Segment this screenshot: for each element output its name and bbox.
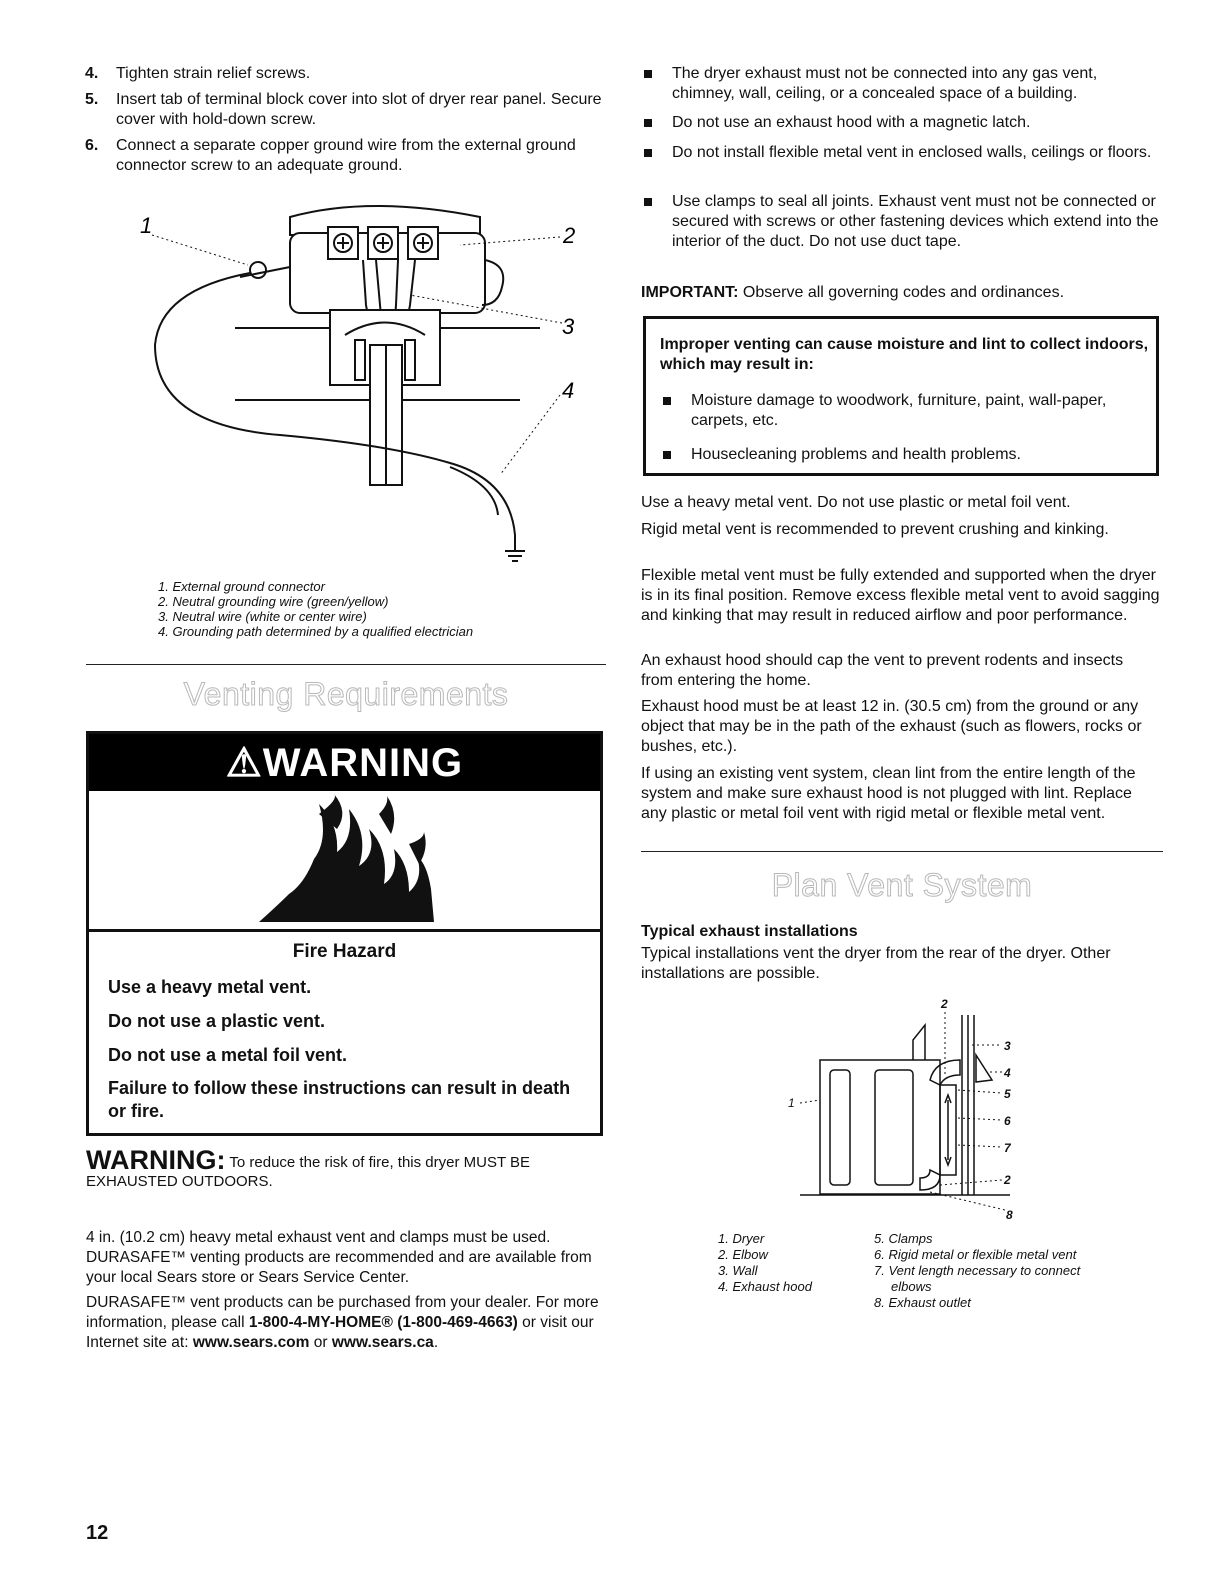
vent-p2-mid: or visit our Internet site at: xyxy=(86,1314,594,1351)
important-note xyxy=(641,283,1161,303)
typical-text: Typical installations vent the dryer from the rear of the dryer. Other installations are possible. xyxy=(641,945,1111,982)
install-callout-8: 8 xyxy=(1006,1208,1013,1222)
wiring-callout-3: 3 xyxy=(562,314,575,339)
warning-separator xyxy=(89,929,600,932)
improper-venting-text: Moisture damage to woodwork, furniture, paint, wall-paper, carpets, etc. xyxy=(691,392,1107,429)
warning-header xyxy=(89,734,600,791)
warning-note-label: WARNING: xyxy=(86,1145,226,1175)
section-divider xyxy=(86,664,606,665)
warning-note xyxy=(86,1145,606,1191)
right-paragraph-5: Exhaust hood must be at least 12 in. (30.5 cm) from the ground or any object that may be in the path of the exhaust (such as flowers, rocks or bushes, etc.). xyxy=(641,698,1142,755)
wiring-callout-1: 1 xyxy=(140,213,153,238)
bullet-square-icon xyxy=(644,70,652,78)
install-legend-right-1: 5. Clamps xyxy=(874,1231,933,1246)
improper-venting-head: Improper venting can cause moisture and lint to collect indoors, which may result in: xyxy=(660,336,1149,373)
warning-note-text: To reduce the risk of fire, this dryer MUST BE EXHAUSTED OUTDOORS. xyxy=(86,1154,531,1190)
install-callout-4: 4 xyxy=(1004,1066,1011,1080)
warning-header-text: WARNING xyxy=(262,741,464,785)
bullet-square-icon xyxy=(663,451,671,459)
step-number: 5. xyxy=(85,91,99,108)
vent-paragraph-1: 4 in. (10.2 cm) heavy metal exhaust vent and clamps must be used. DURASAFE™ venting products are recommended and are available from your local Sears store or Sears Service Center. xyxy=(86,1229,592,1286)
improper-venting-box xyxy=(643,316,1159,476)
sears-com-link[interactable]: www.sears.com xyxy=(192,1334,310,1351)
improper-venting-bullet-2 xyxy=(660,445,1150,465)
install-callout-3: 3 xyxy=(1004,1039,1011,1053)
install-legend-right-3: 7. Vent length necessary to connect xyxy=(874,1263,1081,1278)
installation-diagram xyxy=(780,990,1040,1225)
vent-paragraph-2 xyxy=(86,1293,606,1353)
wiring-legend-2: 2. Neutral grounding wire (green/yellow) xyxy=(158,594,389,609)
vent-p2-pre: DURASAFE™ vent products can be purchased from your dealer. For more information, please call xyxy=(86,1294,599,1331)
plan-vent-heading: Plan Vent System xyxy=(771,867,1033,903)
fire-hazard-title: Fire Hazard xyxy=(292,941,397,962)
fire-hazard-icon xyxy=(259,794,439,924)
warning-triangle-icon: ⚠ xyxy=(225,741,263,785)
improper-venting-bullet-1 xyxy=(660,391,1150,431)
section-divider xyxy=(641,851,1163,852)
step-6 xyxy=(85,136,605,176)
install-legend-right-2: 6. Rigid metal or flexible metal vent xyxy=(874,1247,1077,1262)
vent-rule-text: Do not use an exhaust hood with a magnetic latch. xyxy=(672,114,1031,131)
vent-rule-4 xyxy=(641,192,1161,252)
warning-line-2: Do not use a plastic vent. xyxy=(108,1011,326,1031)
phone-number[interactable]: 1-800-4-MY-HOME® (1-800-469-4663) xyxy=(248,1314,518,1331)
vent-rule-text: Use clamps to seal all joints. Exhaust vent must not be connected or secured with screws or other fastening devices which extend into the interior of the duct. Do not use duct tape. xyxy=(672,193,1159,250)
wiring-legend-4: 4. Grounding path determined by a qualified electrician xyxy=(158,624,474,639)
install-callout-2-bottom: 2 xyxy=(1004,1173,1011,1187)
important-label: IMPORTANT: xyxy=(641,284,739,301)
right-paragraph-4: An exhaust hood should cap the vent to prevent rodents and insects from entering the home. xyxy=(641,652,1124,689)
wiring-legend-1: 1. External ground connector xyxy=(158,579,325,594)
page-number: 12 xyxy=(86,1522,109,1544)
vent-p2-end: . xyxy=(433,1334,439,1351)
install-legend-left-2: 2. Elbow xyxy=(718,1247,768,1262)
step-text: Tighten strain relief screws. xyxy=(116,65,311,82)
warning-box xyxy=(86,731,603,1136)
wiring-diagram xyxy=(130,195,600,575)
warning-line-4: Failure to follow these instructions can result in death or fire. xyxy=(108,1078,571,1121)
warning-line-3: Do not use a metal foil vent. xyxy=(108,1045,348,1065)
right-paragraph-6: If using an existing vent system, clean lint from the entire length of the system and make sure exhaust hood is not plugged with lint. Replace any plastic or metal foil vent with rigid metal or flexible metal vent. xyxy=(641,765,1136,822)
install-legend-left-3: 3. Wall xyxy=(718,1263,758,1278)
wiring-callout-2: 2 xyxy=(563,223,576,248)
install-legend-left-1: 1. Dryer xyxy=(718,1231,765,1246)
right-paragraph-3: Flexible metal vent must be fully extended and supported when the dryer is in its final position. Remove excess flexible metal vent to avoid sagging and kinking that may result in reduced airflow and poor performance. xyxy=(641,567,1160,624)
install-legend-right-4: 8. Exhaust outlet xyxy=(874,1295,971,1310)
vent-rule-text: Do not install flexible metal vent in enclosed walls, ceilings or floors. xyxy=(672,144,1152,161)
wiring-legend-3: 3. Neutral wire (white or center wire) xyxy=(158,609,367,624)
bullet-square-icon xyxy=(644,198,652,206)
right-paragraph-1: Use a heavy metal vent. Do not use plastic or metal foil vent. xyxy=(641,494,1071,511)
important-text: Observe all governing codes and ordinances. xyxy=(742,284,1065,301)
install-callout-5: 5 xyxy=(1004,1087,1011,1101)
step-4 xyxy=(85,64,605,84)
vent-rule-1 xyxy=(641,64,1161,104)
vent-rule-text: The dryer exhaust must not be connected into any gas vent, chimney, wall, ceiling, or a concealed space of a building. xyxy=(672,65,1098,102)
venting-heading: Venting Requirements xyxy=(183,676,509,712)
install-callout-6: 6 xyxy=(1004,1114,1011,1128)
bullet-square-icon xyxy=(663,397,671,405)
bullet-square-icon xyxy=(644,119,652,127)
step-text: Connect a separate copper ground wire from the external ground connector screw to an adequate ground. xyxy=(116,137,576,174)
improper-venting-text: Housecleaning problems and health problems. xyxy=(691,446,1021,463)
warning-line-1: Use a heavy metal vent. xyxy=(108,977,312,997)
vent-p2-or: or xyxy=(309,1334,332,1351)
step-number: 6. xyxy=(85,137,99,154)
step-number: 4. xyxy=(85,65,99,82)
typical-title: Typical exhaust installations xyxy=(641,923,858,940)
install-callout-2-top: 2 xyxy=(941,997,948,1011)
sears-ca-link[interactable]: www.sears.ca xyxy=(331,1334,434,1351)
vent-rule-3 xyxy=(641,143,1161,163)
install-callout-7: 7 xyxy=(1004,1141,1011,1155)
install-legend-right-3b: elbows xyxy=(891,1279,932,1294)
right-paragraph-2: Rigid metal vent is recommended to prevent crushing and kinking. xyxy=(641,521,1109,538)
step-5 xyxy=(85,90,605,130)
vent-rule-2 xyxy=(641,113,1161,133)
wiring-callout-4: 4 xyxy=(562,378,575,403)
install-callout-1: 1 xyxy=(788,1096,795,1110)
install-legend-left-4: 4. Exhaust hood xyxy=(718,1279,812,1294)
step-text: Insert tab of terminal block cover into slot of dryer rear panel. Secure cover with hold-down screw. xyxy=(116,91,602,128)
bullet-square-icon xyxy=(644,149,652,157)
